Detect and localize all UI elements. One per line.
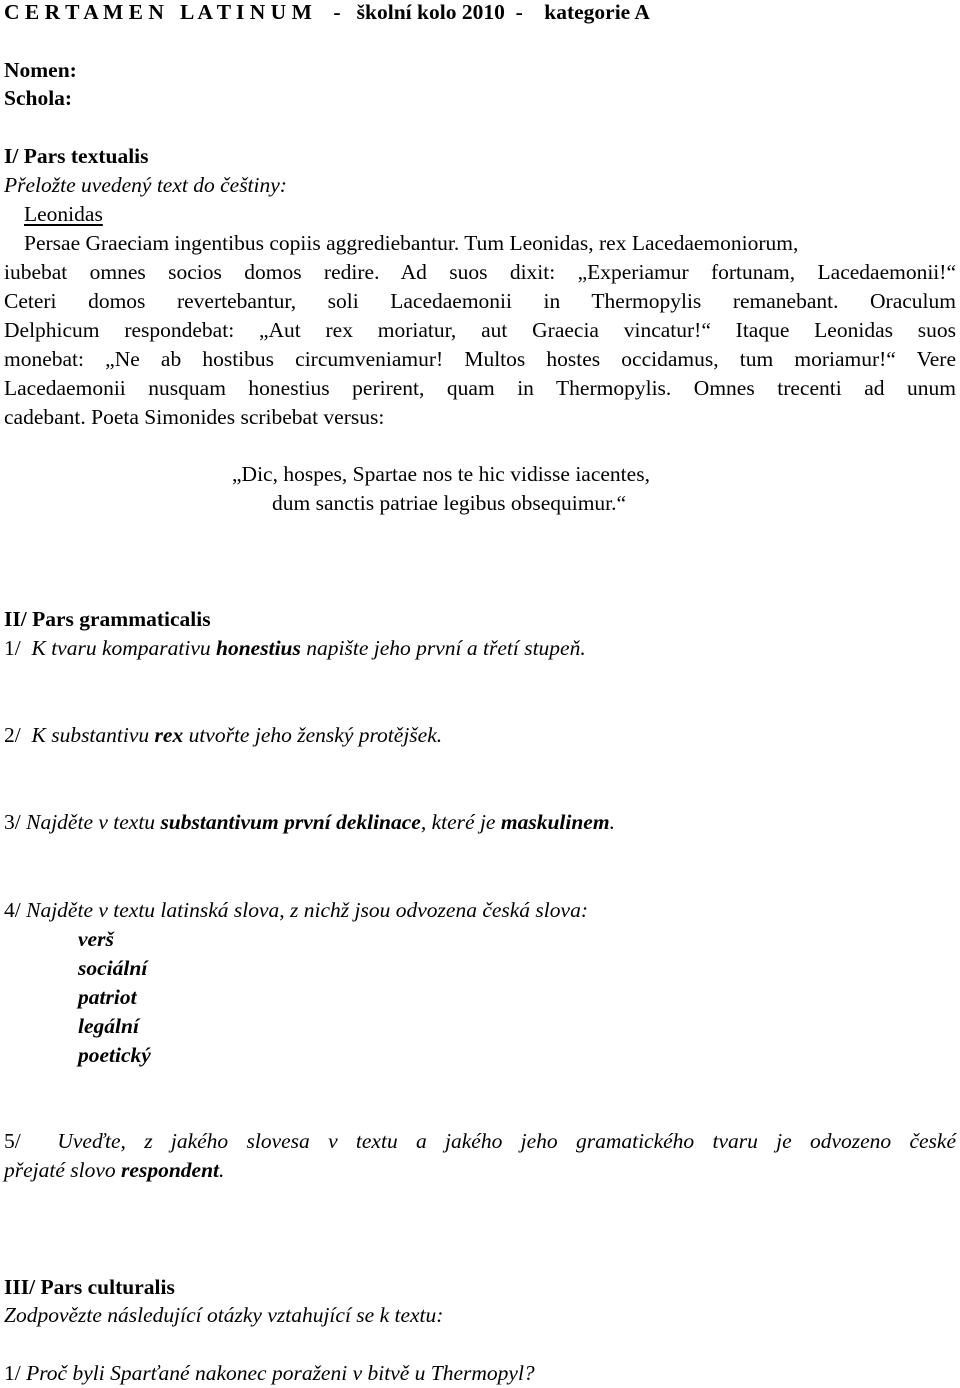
section-heading-culturalis: III/ Pars culturalis [4, 1275, 175, 1299]
header-separator: - [333, 0, 341, 24]
text-title: Leonidas [24, 202, 103, 226]
verse-line: dum sanctis patriae legibus obsequimur.“ [272, 491, 627, 515]
text-line: iubebat omnes socios domos redire. Ad suos dixit: „Experiamur fortunam, Lacedaemonii!“ [4, 260, 956, 284]
question-number: 1/ [4, 1361, 21, 1385]
question-2: 2/ K substantivu rex utvořte jeho ženský protějšek. [4, 723, 443, 747]
text-line: Persae Graeciam ingentibus copiis aggrediebantur. Tum Leonidas, rex Lacedaemoniorum, [24, 231, 799, 255]
question-culturalis-1: 1/ Proč byli Sparťané nakonec poraženi v bitvě u Thermopyl? [4, 1361, 535, 1385]
question-number: 3/ [4, 810, 21, 834]
question-number: 1/ [4, 636, 21, 660]
question-number: 2/ [4, 723, 21, 747]
section-heading-grammaticalis: II/ Pars grammaticalis [4, 607, 211, 631]
word-item: verš [78, 927, 114, 951]
keyword: substantivum první deklinace [160, 810, 421, 834]
word-item: sociální [78, 956, 148, 980]
keyword: honestius [216, 636, 301, 660]
translation-instruction: Přeložte uvedený text do češtiny: [4, 173, 287, 197]
school-label: Schola: [4, 86, 73, 110]
question-number: 4/ [4, 898, 21, 922]
section-heading-textualis: I/ Pars textualis [4, 144, 149, 168]
word-item: patriot [78, 985, 137, 1009]
name-label: Nomen: [4, 58, 77, 82]
verse-line: „Dic, hospes, Spartae nos te hic vidisse iacentes, [232, 462, 650, 486]
question-number: 5/ [4, 1129, 21, 1153]
culturalis-instruction: Zodpovězte následující otázky vztahující se k textu: [4, 1303, 444, 1327]
header-separator: - [515, 0, 523, 24]
text-line: Ceteri domos revertebantur, soli Lacedaemonii in Thermopylis remanebant. Oraculum [4, 289, 956, 313]
contest-round: školní kolo 2010 [356, 0, 505, 24]
contest-title: C E R T A M E N L A T I N U M [4, 0, 312, 24]
keyword: rex [154, 723, 184, 747]
keyword: maskulinem [500, 810, 610, 834]
word-item: legální [78, 1014, 139, 1038]
question-1: 1/ K tvaru komparativu honestius napište jeho první a třetí stupeň. [4, 636, 586, 660]
text-line: cadebant. Poeta Simonides scribebat versus: [4, 405, 385, 429]
keyword: respondent [121, 1158, 220, 1182]
word-item: poetický [78, 1043, 151, 1067]
text-line: monebat: „Ne ab hostibus circumveniamur! Multos hostes occidamus, tum moriamur!“ Vere [4, 347, 956, 371]
question-3: 3/ Najděte v textu substantivum první deklinace, které je maskulinem. [4, 810, 615, 834]
question-5-line1: 5/ Uveďte, z jakého slovesa v textu a jakého jeho gramatického tvaru je odvozeno české [4, 1129, 956, 1153]
contest-category: kategorie A [544, 0, 650, 24]
text-line: Lacedaemonii nusquam honestius perirent, quam in Thermopylis. Omnes trecenti ad unum [4, 376, 956, 400]
page-header [4, 2, 650, 24]
question-5-line2: přejaté slovo respondent. [4, 1158, 225, 1182]
text-line: Delphicum respondebat: „Aut rex moriatur, aut Graecia vincatur!“ Itaque Leonidas suos [4, 318, 956, 342]
question-4: 4/ Najděte v textu latinská slova, z nichž jsou odvozena česká slova: [4, 898, 588, 922]
